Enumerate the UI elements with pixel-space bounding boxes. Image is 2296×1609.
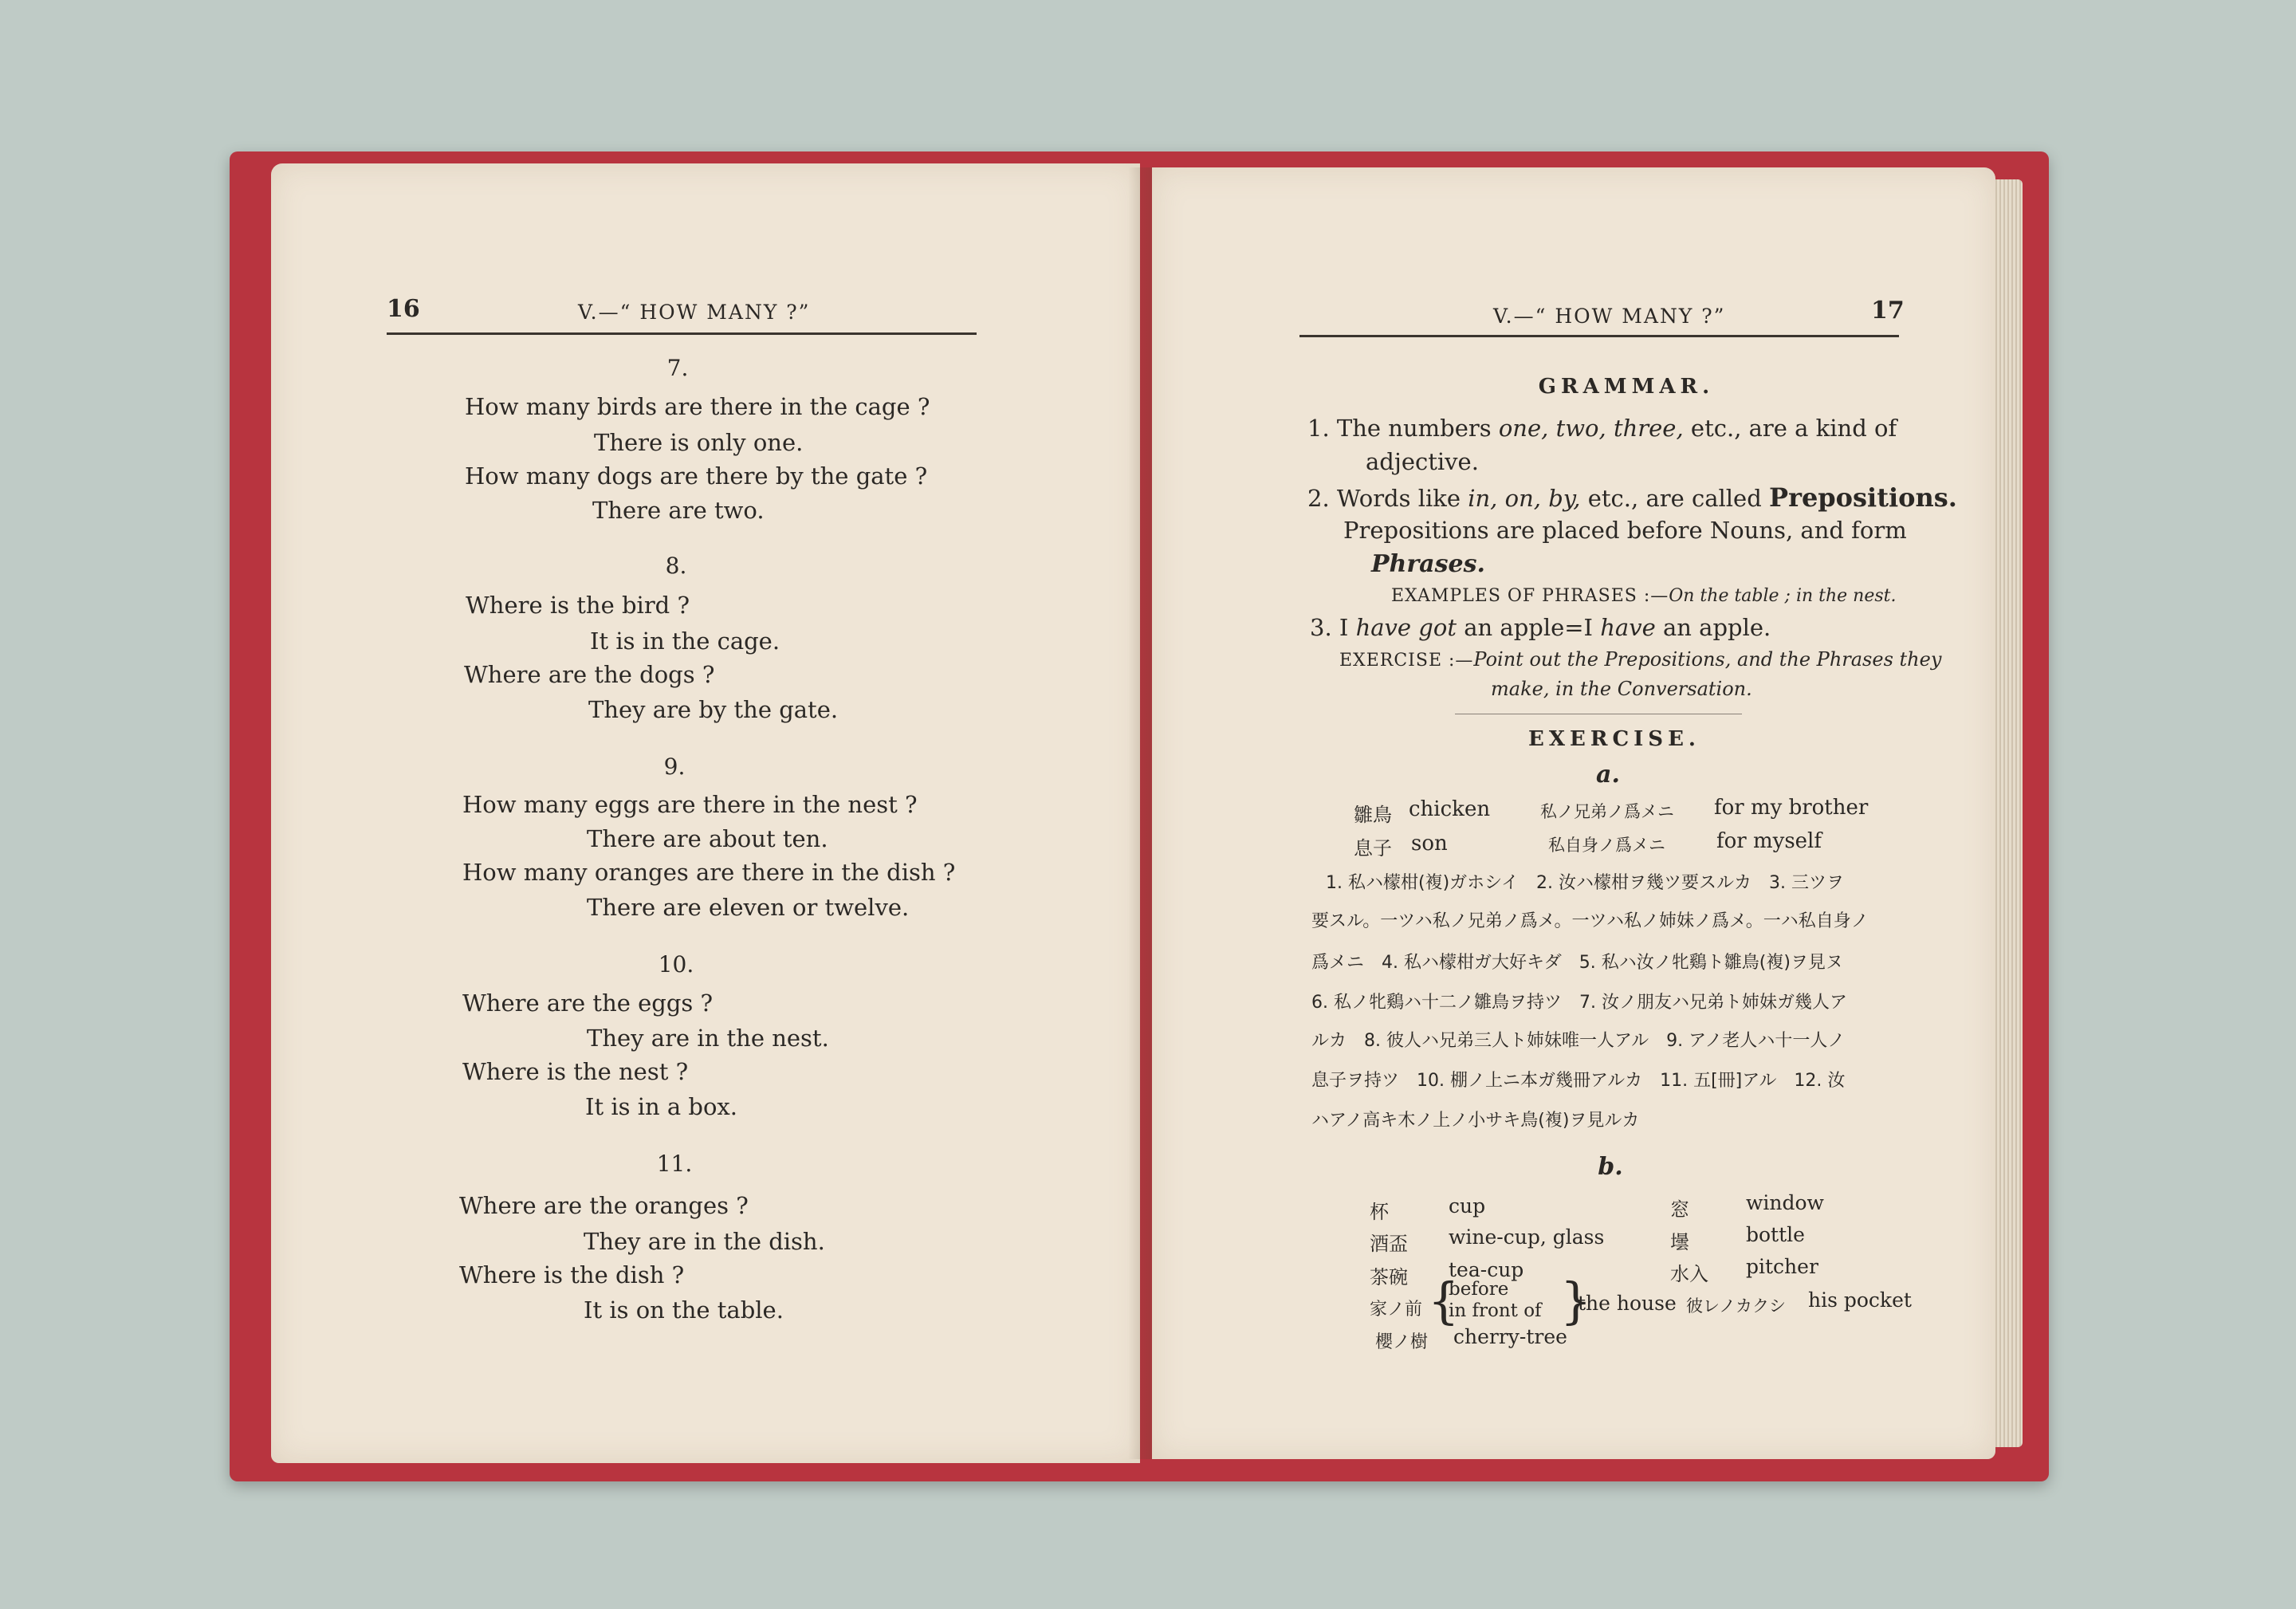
grammar-item-3: 3. I have got an apple=I have an apple. [1310,614,1771,641]
vocab-en: in front of [1449,1300,1542,1321]
jp-sentence-line: ルカ 8. 彼人ハ兄弟三人ト姉妹唯一人アル 9. アノ老人ハ十一人ノ [1311,1031,1846,1051]
vocab-jp: 私ノ兄弟ノ爲メニ [1540,802,1674,821]
question: Where are the oranges ? [459,1192,749,1219]
answer: There are about ten. [587,825,828,852]
header-rule [387,332,977,335]
grammar-item-2-cont: Prepositions are placed before Nouns, and form [1343,517,1907,544]
vocab-jp: 彼レノカクシ [1686,1296,1786,1316]
part-b-label: b. [1598,1153,1623,1181]
answer: It is on the table. [584,1296,784,1324]
right-brace: } [1560,1272,1592,1330]
vocab-en: before [1449,1279,1509,1300]
right-page [1152,167,1995,1459]
answer: It is in the cage. [590,627,780,655]
section-number: 11. [656,1151,693,1177]
vocab-jp: 酒盃 [1370,1233,1408,1255]
jp-sentence-line: 爲メニ 4. 私ハ檬柑ガ大好キダ 5. 私ハ汝ノ牝鷄ト雛鳥(複)ヲ見ヌ [1311,953,1843,973]
header-rule [1299,335,1899,337]
question: Where are the dogs ? [464,661,715,688]
jp-sentence-line: 要スル。一ツハ私ノ兄弟ノ爲メ。一ツハ私ノ姉妹ノ爲メ。一ハ私自身ノ [1311,911,1869,931]
vocab-en: pitcher [1746,1255,1818,1278]
vocab-en: window [1746,1191,1824,1214]
vocab-jp: 息子 [1354,837,1392,860]
left-page [271,163,1140,1463]
vocab-en: his pocket [1808,1288,1912,1312]
left-brace: { [1428,1272,1460,1330]
vocab-en: wine-cup, glass [1449,1225,1605,1249]
running-head: V.—“ HOW MANY ?” [578,301,811,324]
vocab-en: tea-cup [1449,1258,1524,1281]
jp-sentence-line: 息子ヲ持ツ 10. 棚ノ上ニ本ガ幾冊アルカ 11. 五[冊]アル 12. 汝 [1311,1071,1846,1091]
vocab-en: for myself [1716,829,1822,853]
vocab-jp: 家ノ前 [1370,1300,1423,1320]
vocab-en: cherry-tree [1453,1325,1567,1348]
question: How many birds are there in the cage ? [465,393,930,420]
question: How many dogs are there by the gate ? [465,462,928,490]
grammar-item-1-cont: adjective. [1366,448,1479,475]
vocab-en: bottle [1746,1223,1805,1246]
section-number: 7. [666,355,689,381]
jp-sentence-line: 6. 私ノ牝鷄ハ十二ノ雛鳥ヲ持ツ 7. 汝ノ朋友ハ兄弟ト姉妹ガ幾人ア [1311,993,1847,1013]
vocab-jp: 窓 [1670,1198,1689,1221]
question: Where is the nest ? [462,1058,689,1085]
vocab-jp: 壜 [1670,1231,1689,1253]
page-number: 16 [387,295,420,323]
exercise-instruction-cont: make, in the Conversation. [1491,678,1752,700]
vocab-en: the house [1578,1292,1677,1315]
question: Where are the eggs ? [462,989,714,1017]
vocab-jp: 櫻ノ樹 [1375,1332,1429,1352]
vocab-en: chicken [1409,797,1491,821]
grammar-item-2: 2. Words like in, on, by, etc., are called Prepositions. [1307,482,1957,513]
section-number: 10. [658,951,694,978]
section-number: 9. [663,753,686,780]
vocab-en: son [1411,832,1448,856]
answer: There is only one. [594,429,804,456]
phrases-term: Phrases. [1371,550,1485,578]
question: Where is the dish ? [459,1261,685,1288]
jp-sentence-line: ハアノ高キ木ノ上ノ小サキ鳥(複)ヲ見ルカ [1311,1111,1640,1131]
answer: They are by the gate. [588,696,839,723]
exercise-heading: EXERCISE. [1528,727,1700,751]
vocab-jp: 茶碗 [1370,1266,1408,1288]
examples-line: EXAMPLES OF PHRASES :—On the table ; in the nest. [1391,586,1897,606]
section-number: 8. [665,553,687,579]
answer: There are two. [592,497,765,524]
vocab-jp: 水入 [1670,1263,1708,1285]
exercise-instruction: EXERCISE :—Point out the Prepositions, and the Phrases they [1339,648,1942,671]
grammar-item-1: 1. The numbers one, two, three, etc., are a kind of [1307,415,1897,442]
part-a-label: a. [1596,761,1620,789]
vocab-jp: 私自身ノ爲メニ [1548,836,1665,855]
vocab-en: for my brother [1714,796,1869,820]
grammar-heading: GRAMMAR. [1538,375,1715,399]
answer: It is in a box. [585,1093,737,1120]
question: How many oranges are there in the dish ? [462,859,956,886]
answer: There are eleven or twelve. [587,894,910,921]
jp-sentence-line: 1. 私ハ檬柑(複)ガホシイ 2. 汝ハ檬柑ヲ幾ツ要スルカ 3. 三ツヲ [1326,873,1845,893]
answer: They are in the nest. [587,1025,829,1052]
page-number: 17 [1871,297,1905,325]
vocab-jp: 杯 [1370,1201,1389,1223]
vocab-en: cup [1449,1194,1486,1218]
question: Where is the bird ? [466,592,690,619]
vocab-jp: 雛鳥 [1354,804,1392,826]
question: How many eggs are there in the nest ? [462,791,918,818]
running-head: V.—“ HOW MANY ?” [1493,305,1726,328]
answer: They are in the dish. [584,1228,825,1255]
